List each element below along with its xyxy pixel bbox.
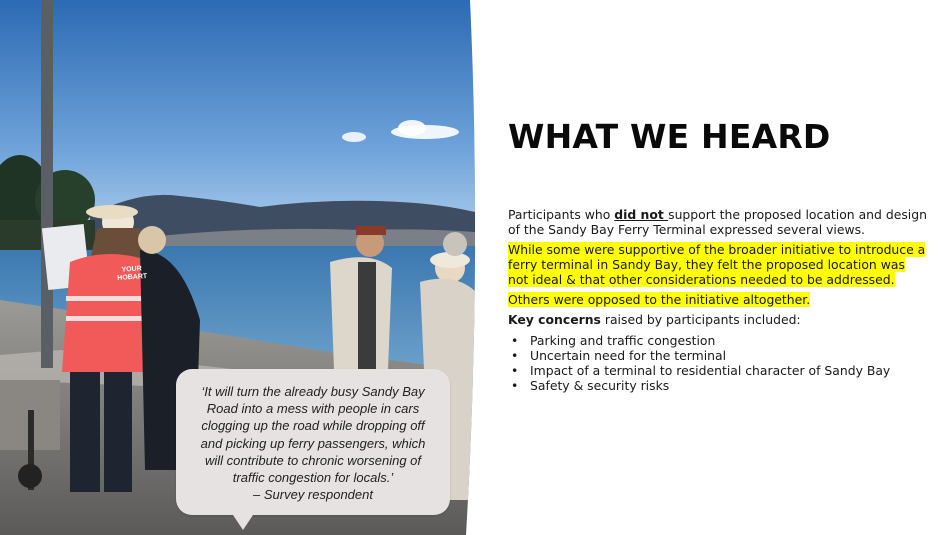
highlighted-text-opposed: Others were opposed to the initiative altogether. xyxy=(508,292,811,307)
list-item: • Uncertain need for the terminal xyxy=(508,348,928,363)
list-item: • Parking and traffic congestion xyxy=(508,333,928,348)
quote-text: ‘It will turn the already busy Sandy Bay Road into a mess with people in cars clogging up the road while dropping off and picking up ferry passengers, which will contribute to chronic worsening of traffic congestion for locals.’ xyxy=(200,384,426,486)
intro-paragraph xyxy=(508,207,928,237)
key-concerns-heading xyxy=(508,312,928,327)
quote-callout xyxy=(176,369,450,515)
key-concerns-label: Key concerns xyxy=(508,312,601,327)
key-concerns-list xyxy=(508,333,928,393)
intro-emphasis: did not xyxy=(614,207,669,222)
intro-text-after: support the proposed location and design of the Sandy Bay Ferry Terminal expressed several views. xyxy=(508,207,927,237)
list-item: • Impact of a terminal to residential character of Sandy Bay xyxy=(508,363,928,378)
quote-callout-tail xyxy=(231,512,255,530)
highlighted-text-supportive: While some were supportive of the broader initiative to introduce a ferry terminal in Sandy Bay, they felt the proposed location was not ideal & that other considerations needed to be addressed. xyxy=(508,242,926,287)
vest-logo-text: YOUR HOBART xyxy=(117,265,148,283)
intro-text-before: Participants who xyxy=(508,207,615,222)
key-concerns-suffix: raised by participants included: xyxy=(600,312,801,327)
highlight-paragraph-supportive xyxy=(508,242,928,287)
slide-body xyxy=(508,207,928,393)
list-item: • Safety & security risks xyxy=(508,378,928,393)
highlight-paragraph-opposed xyxy=(508,292,928,307)
slide-title: WHAT WE HEARD xyxy=(508,117,831,156)
quote-attribution: – Survey respondent xyxy=(253,487,373,503)
